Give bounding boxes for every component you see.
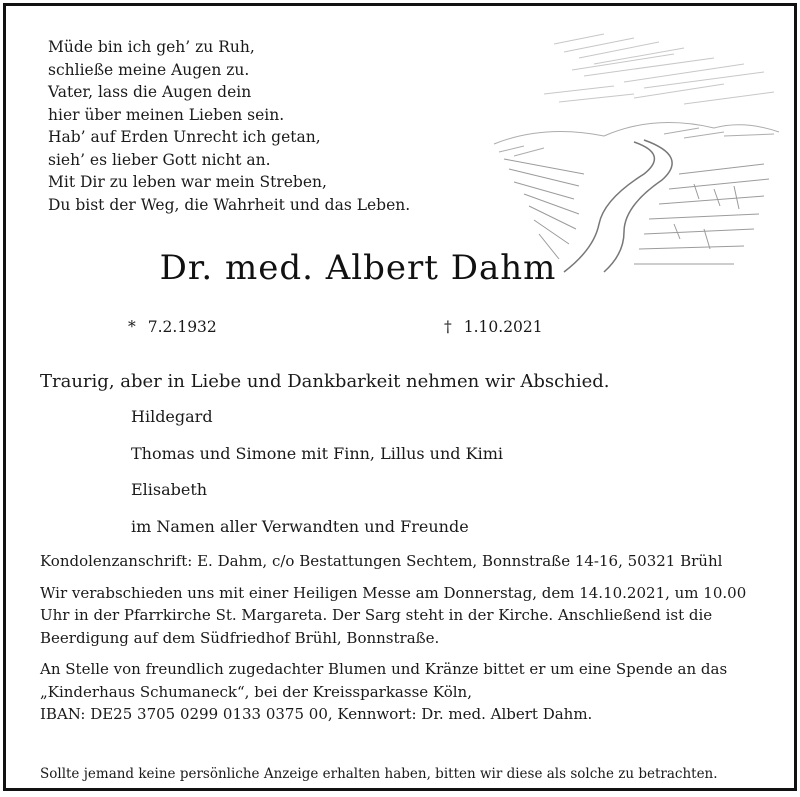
mourner-line: im Namen aller Verwandten und Freunde [131, 516, 469, 536]
deceased-name: Dr. med. Albert Dahm [159, 248, 557, 288]
poem-line: hier über meinen Lieben sein. [48, 105, 285, 124]
closing-note: Sollte jemand keine persönliche Anzeige erhalten haben, bitten wir diese als solche zu betrachten. [40, 766, 718, 782]
condolence-address: Kondolenzanschrift: E. Dahm, c/o Bestattungen Sechtem, Bonnstraße 14-16, 50321 Brühl [40, 552, 723, 570]
service-text: Wir verabschieden uns mit einer Heiligen Messe am Donnerstag, dem 14.10.2021, um 10.00 Uhr in der Pfarrkirche St. Margareta. Der Sarg steht in der Kirche. Anschließend ist die Beerdigung auf dem Südfriedhof Brühl, Bonnstraße. [40, 583, 747, 647]
poem-line: Mit Dir zu leben war mein Streben, [48, 173, 327, 191]
cross-symbol: † [444, 318, 452, 336]
hills-shading [494, 123, 779, 156]
birth-date-line [128, 318, 217, 336]
mourner-line: Elisabeth [131, 480, 208, 499]
birth-date: 7.2.1932 [147, 318, 217, 336]
landscape-path-sketch [484, 24, 784, 274]
death-date-line [444, 318, 543, 336]
mourners-list [131, 407, 503, 553]
poem [48, 36, 410, 216]
death-date: 1.10.2021 [463, 318, 543, 336]
donation-line: IBAN: DE25 3705 0299 0133 0375 00, Kennwort: Dr. med. Albert Dahm. [40, 705, 593, 723]
sky-shading [544, 34, 774, 104]
mourner-line: Thomas und Simone mit Finn, Lillus und Kimi [131, 443, 503, 463]
obituary-notice [3, 3, 797, 791]
birth-symbol: * [128, 318, 136, 336]
poem-line: Hab’ auf Erden Unrecht ich getan, [48, 128, 321, 146]
farewell-text: Traurig, aber in Liebe und Dankbarkeit nehmen wir Abschied. [40, 371, 610, 392]
donation-text [40, 658, 758, 726]
poem-line: schließe meine Augen zu. [48, 60, 250, 79]
donation-line: „Kinderhaus Schumaneck“, bei der Kreissparkasse Köln, [40, 682, 472, 701]
donation-line: An Stelle von freundlich zugedachter Blumen und Kränze bittet er um eine Spende an das [40, 660, 728, 678]
mourner-line: Hildegard [131, 407, 213, 426]
poem-line: sieh’ es lieber Gott nicht an. [48, 150, 271, 169]
poem-line: Müde bin ich geh’ zu Ruh, [48, 38, 255, 56]
poem-line: Du bist der Weg, die Wahrheit und das Leben. [48, 195, 411, 214]
poem-line: Vater, lass die Augen dein [48, 83, 252, 101]
information-block [40, 550, 758, 735]
